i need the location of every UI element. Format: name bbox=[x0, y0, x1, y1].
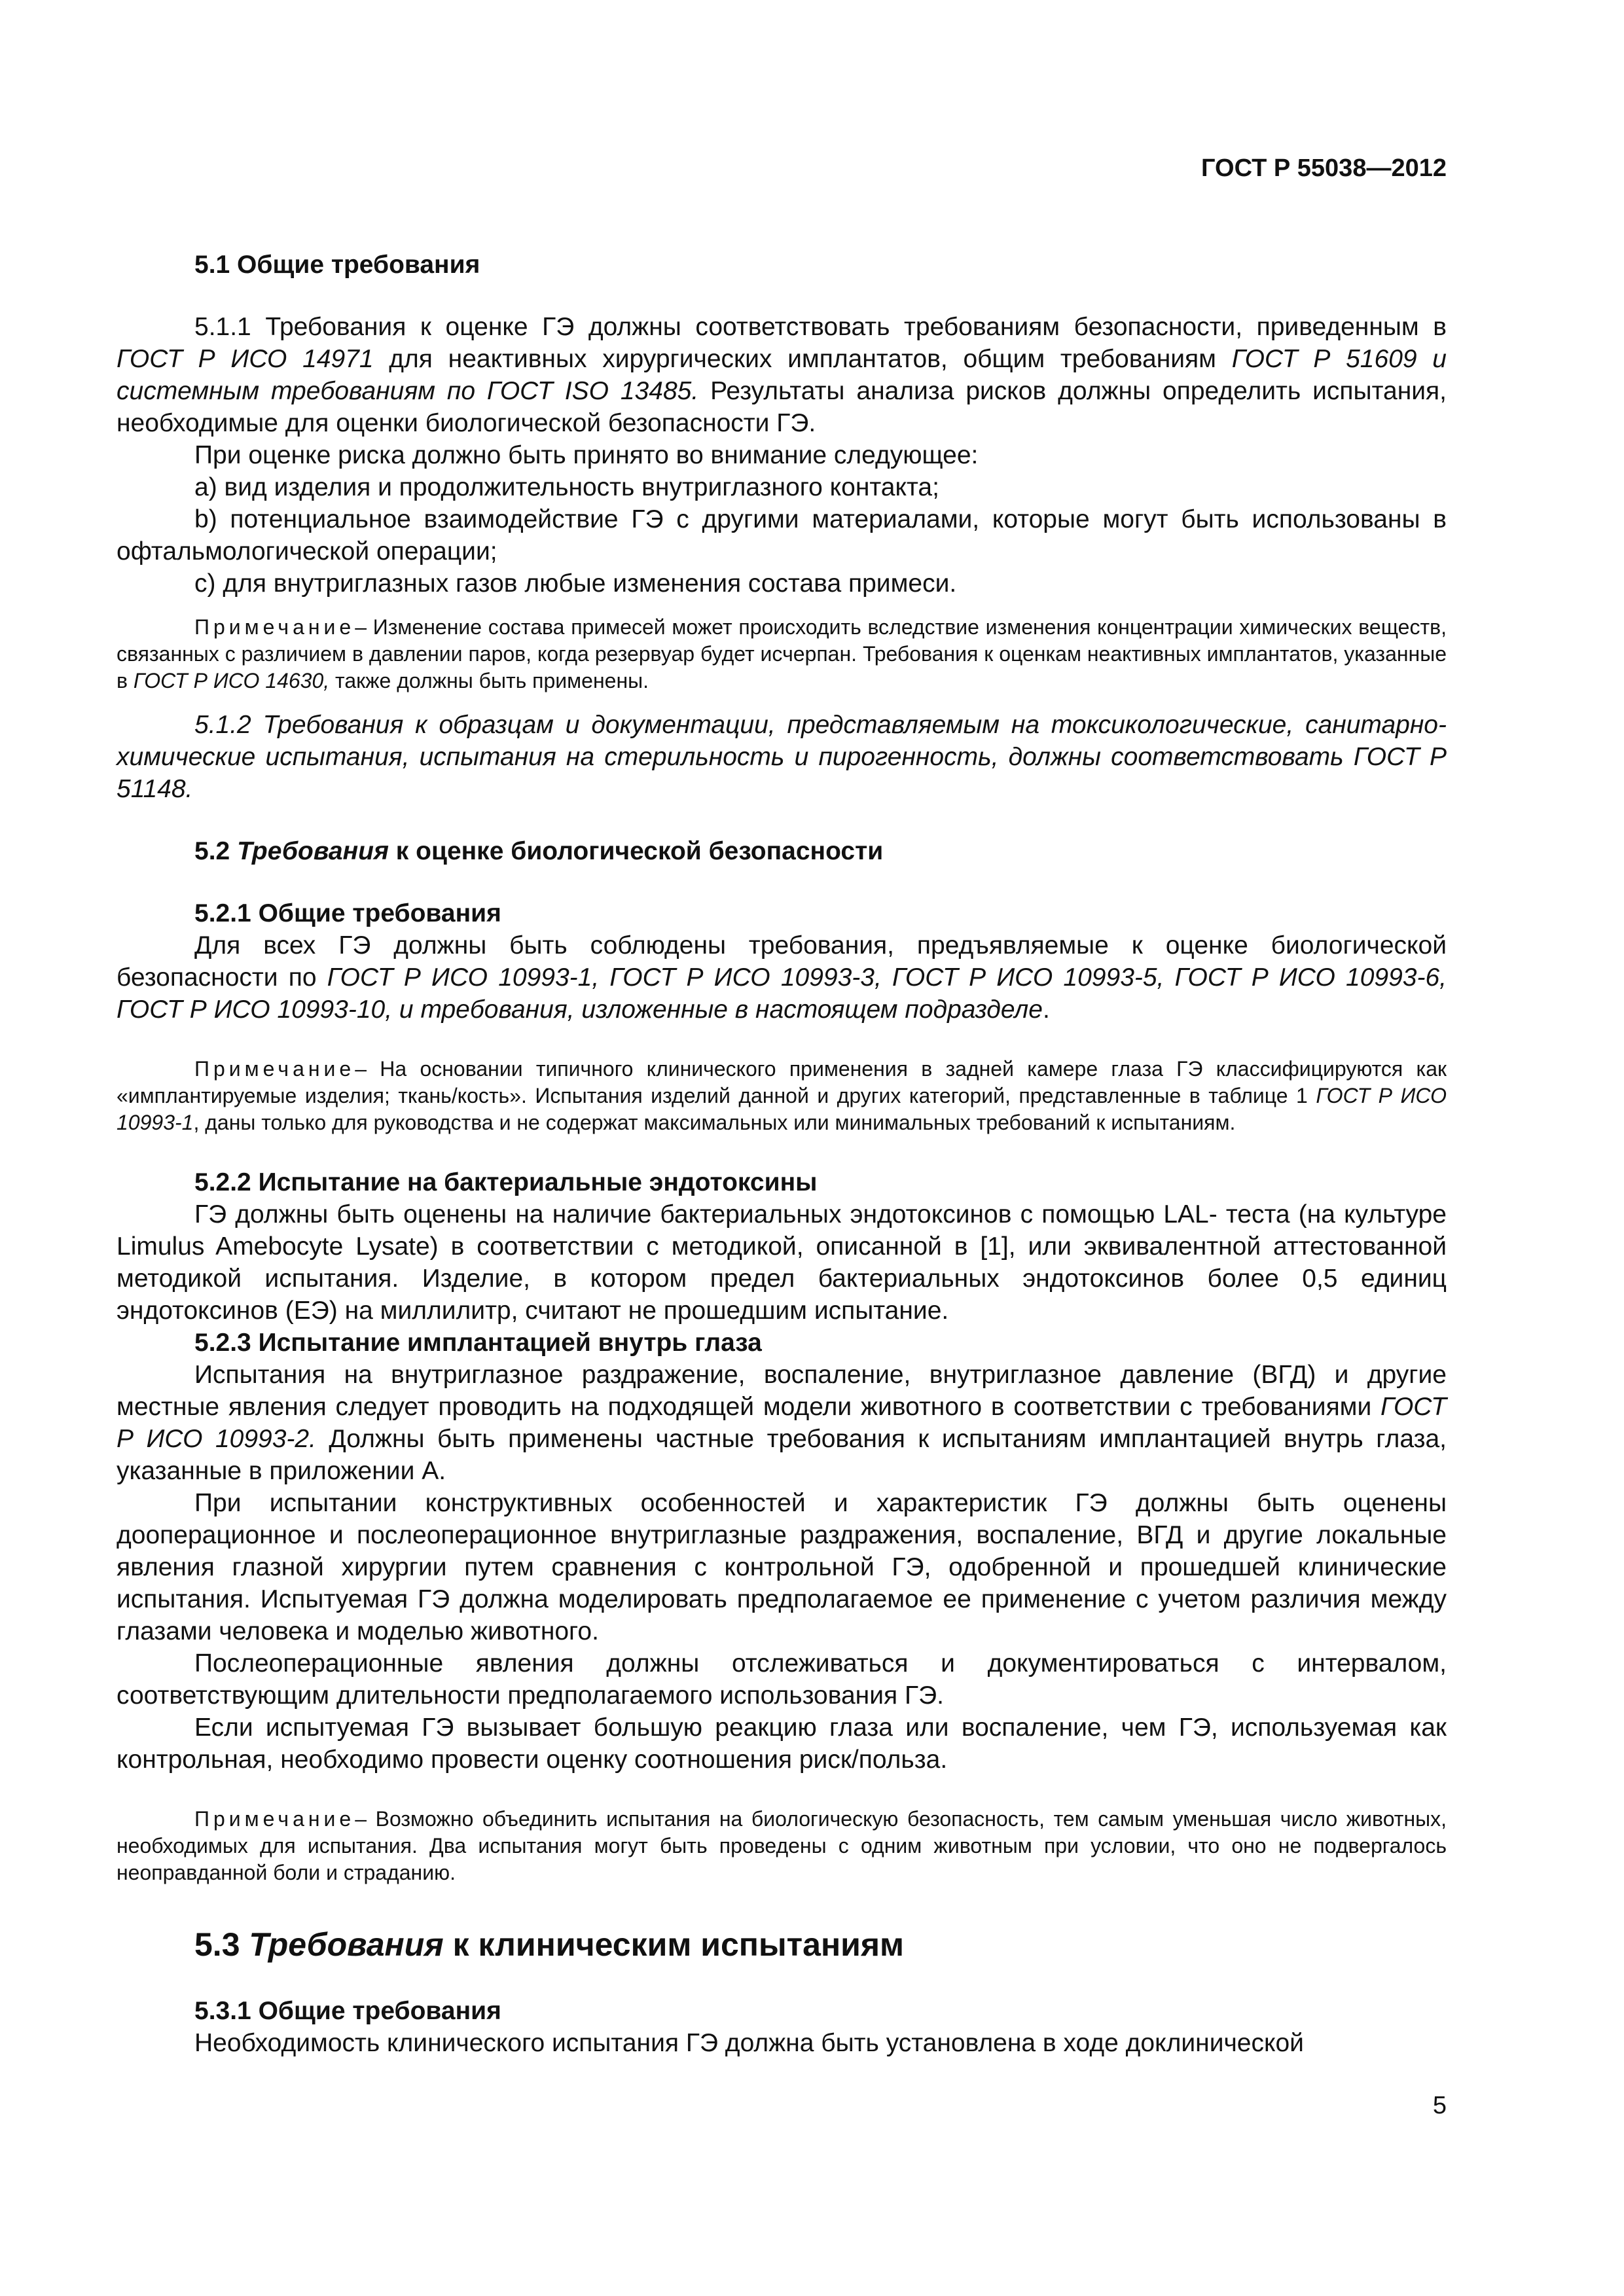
text: Должны быть применены частные требования к испытаниям имплантацией внутрь глаза, указанные в приложении А. bbox=[117, 1425, 1447, 1485]
list-item-b: b) потенциальное взаимодействие ГЭ с другими материалами, которые могут быть использованы в офтальмологической операции; bbox=[117, 505, 1447, 565]
text: к клиническим испытаниям bbox=[443, 1926, 905, 1963]
page-content bbox=[117, 249, 1447, 2059]
reference: ГОСТ Р ИСО 10993-2. bbox=[117, 1393, 1447, 1453]
text: 5.2 bbox=[194, 837, 238, 865]
list-item-a: а) вид изделия и продолжительность внутриглазного контакта; bbox=[194, 473, 939, 501]
text: – Изменение состава примесей может происходить вследствие изменения концентрации химических веществ, связанных с различием в давлении паров, когда резервуар будет исчерпан. Требования к оценкам неактивных имплантатов, указанные в bbox=[117, 615, 1447, 692]
paragraph-5-3-1: Необходимость клинического испытания ГЭ должна быть установлена в ходе доклинической bbox=[194, 2029, 1304, 2057]
reference: ГОСТ Р ИСО 14971 bbox=[117, 345, 374, 373]
text: Требования bbox=[237, 837, 389, 865]
heading-5-3 bbox=[117, 1924, 1447, 1965]
page-number: 5 bbox=[1432, 2092, 1447, 2119]
text: . bbox=[1042, 996, 1050, 1024]
reference: ГОСТ Р ИСО 14630, bbox=[133, 669, 330, 692]
document-page bbox=[117, 0, 1447, 2296]
note-1 bbox=[117, 614, 1447, 694]
text: Испытания на внутриглазное раздражение, воспаление, внутриглазное давление (ВГД) и другие местные явления следует проводить на подходящей модели животного в соответствии с требованиями bbox=[117, 1361, 1447, 1421]
heading-5-2-1: 5.2.1 Общие требования bbox=[194, 899, 501, 927]
note-3 bbox=[117, 1806, 1447, 1886]
text: – На основании типичного клинического применения в задней камере глаза ГЭ классифицируются как «имплантируемые изделия; ткань/кость». Испытания изделий данной и других категорий, представленные в таблице 1 bbox=[117, 1057, 1447, 1107]
note-2 bbox=[117, 1056, 1447, 1136]
paragraph-5-2-3-3: Послеоперационные явления должны отслеживаться и документироваться с интервалом, соответствующим длительности предполагаемого использования ГЭ. bbox=[117, 1649, 1447, 1710]
text: 5.1.1 Требования к оценке ГЭ должны соответствовать требованиям безопасности, приведенным в bbox=[194, 313, 1447, 341]
note-label: Примечание bbox=[194, 1807, 355, 1831]
text: Для всех ГЭ должны быть соблюдены требования, предъявляемые к оценке биологической безопасности по bbox=[117, 931, 1447, 992]
text: 5.3 bbox=[194, 1926, 249, 1963]
paragraph-5-2-3-4: Если испытуемая ГЭ вызывает большую реакцию глаза или воспаление, чем ГЭ, используемая как контрольная, необходимо провести оценку соотношения риск/польза. bbox=[117, 1713, 1447, 1774]
paragraph-5-1-1 bbox=[117, 311, 1447, 439]
reference: ГОСТ Р 51609 и системным требованиям по ГОСТ ISO 13485. bbox=[117, 345, 1447, 405]
paragraph-5-1-2 bbox=[117, 709, 1447, 805]
text: – Возможно объединить испытания на биологическую безопасность, тем самым уменьшая число животных, необходимых для испытания. Два испытания могут быть проведены с одним животным при условии, что оно не подвергалось неоправданной боли и страданию. bbox=[117, 1807, 1447, 1884]
list-item-c: с) для внутриглазных газов любые изменения состава примеси. bbox=[194, 569, 957, 598]
text: , даны только для руководства и не содержат максимальных или минимальных требований к испытаниям. bbox=[193, 1111, 1236, 1134]
heading-5-3-1: 5.3.1 Общие требования bbox=[194, 1997, 501, 2025]
heading-5-1: 5.1 Общие требования bbox=[194, 251, 480, 279]
text: 5.1.2 Требования к образцам и документации, представляемым на токсикологические, санитарно-химические испытания, испытания на стерильность и пирогенность, должны соответствовать ГОСТ Р 51148. bbox=[117, 711, 1447, 803]
note-label: Примечание bbox=[194, 615, 355, 639]
note-label: Примечание bbox=[194, 1057, 355, 1081]
paragraph-5-2-3-1 bbox=[117, 1359, 1447, 1487]
paragraph-risk: При оценке риска должно быть принято во внимание следующее: bbox=[194, 441, 979, 469]
reference: ГОСТ Р ИСО 10993-1 bbox=[117, 1084, 1447, 1134]
document-id: ГОСТ Р 55038—2012 bbox=[1201, 154, 1447, 182]
paragraph-5-2-2: ГЭ должны быть оценены на наличие бактериальных эндотоксинов с помощью LAL- теста (на культуре Limulus Amebocyte Lysate) в соответствии с методикой, описанной в [1], или эквивалентной аттестованной методикой испытания. Изделие, в котором предел бактериальных эндотоксинов более 0,5 единиц эндотоксинов (ЕЭ) на миллилитр, считают не прошедшим испытание. bbox=[117, 1200, 1447, 1325]
reference: ГОСТ Р ИСО 10993-1, ГОСТ Р ИСО 10993-3, ГОСТ Р ИСО 10993-5, ГОСТ Р ИСО 10993-6, ГОСТ Р ИСО 10993-10, и требования, изложенные в настоящем подразделе bbox=[117, 963, 1447, 1024]
text: Результаты анализа рисков должны определить испытания, необходимые для оценки биологической безопасности ГЭ. bbox=[117, 377, 1447, 437]
text: к оценке биологической безопасности bbox=[388, 837, 884, 865]
text: для неактивных хирургических имплантатов, общим требованиям bbox=[373, 345, 1232, 373]
text: также должны быть применены. bbox=[329, 669, 649, 692]
heading-5-2-3: 5.2.3 Испытание имплантацией внутрь глаза bbox=[194, 1329, 762, 1357]
heading-5-2 bbox=[117, 835, 1447, 867]
heading-5-2-2: 5.2.2 Испытание на бактериальные эндотоксины bbox=[194, 1168, 818, 1196]
text: Требования bbox=[249, 1926, 444, 1963]
paragraph-5-2-3-2: При испытании конструктивных особенностей и характеристик ГЭ должны быть оценены дооперационное и послеоперационное внутриглазные раздражения, воспаление, ВГД и другие локальные явления глазной хирургии путем сравнения с контрольной ГЭ, одобренной и прошедшей клинические испытания. Испытуемая ГЭ должна моделировать предполагаемое ее применение с учетом различия между глазами человека и моделью животного. bbox=[117, 1489, 1447, 1645]
paragraph-5-2-1 bbox=[117, 929, 1447, 1026]
